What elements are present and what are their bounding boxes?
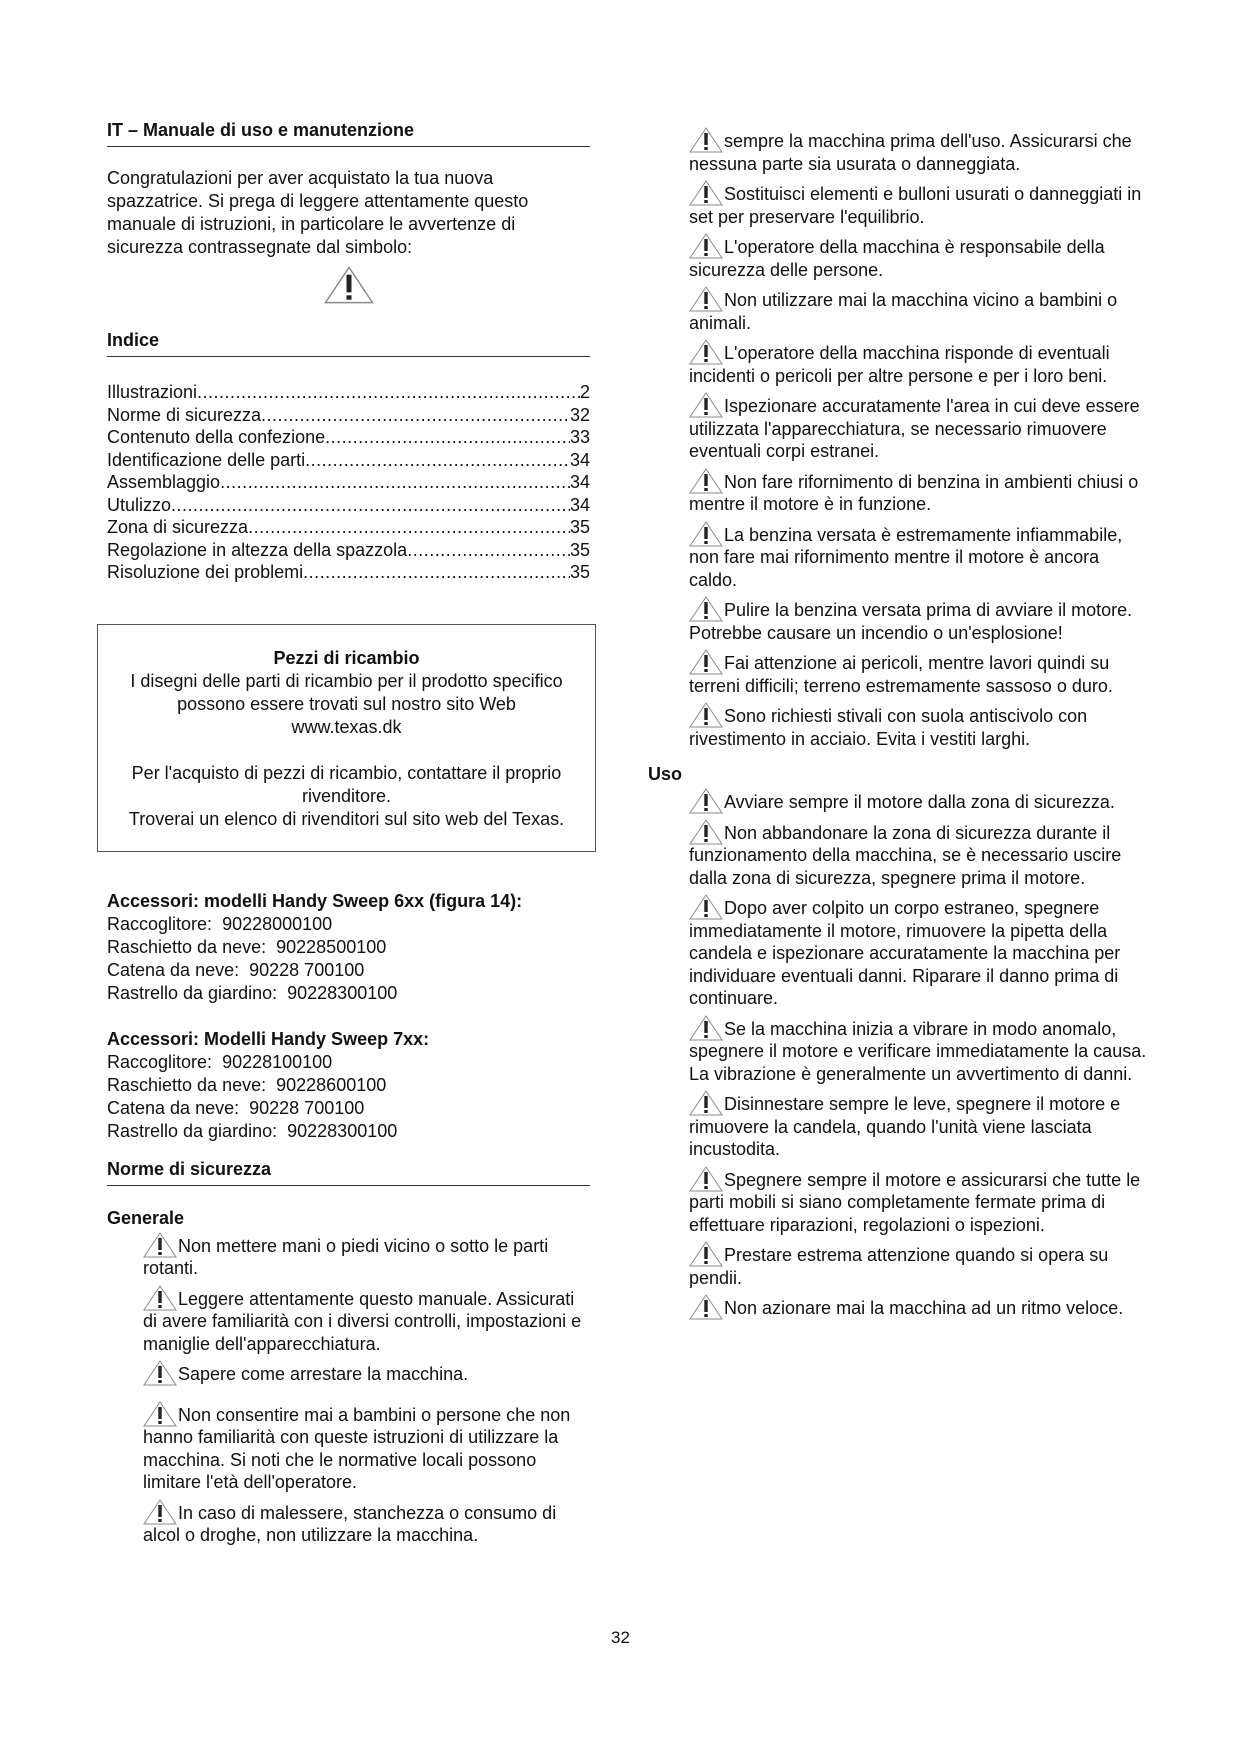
warning-item [143,1363,590,1386]
warning-item [689,1244,1151,1289]
accessory-item [107,1120,590,1143]
spare-parts-line: rivenditore. [301,785,392,806]
warning-triangle-icon [689,233,723,259]
accessory-code: 90228 700100 [249,1097,365,1118]
toc-item[interactable] [107,381,590,404]
spare-parts-box [97,624,596,852]
warning-item [689,705,1151,750]
warning-triangle-icon [689,788,723,814]
warning-text: Ispezionare accuratamente l'area in cui deve essere utilizzata l'apparecchiatura, se necessario rimuovere eventuali corpi estranei. [689,396,1140,461]
toc-item-label: Assemblaggio [107,472,221,492]
accessory-code: 90228500100 [276,936,387,957]
toc-item[interactable] [107,494,590,517]
warning-item [689,822,1151,890]
accessory-code: 90228100100 [222,1051,333,1072]
toc-item-page: 35 [569,539,590,560]
warning-item [689,471,1151,516]
warning-text: Prestare estrema attenzione quando si opera su pendii. [689,1245,1109,1288]
warning-text: Avviare sempre il motore dalla zona di sicurezza. [724,792,1115,812]
accessory-label: Catena da neve: [107,959,240,980]
accessory-code: 90228600100 [276,1074,387,1095]
warning-item [689,342,1151,387]
warning-item [689,524,1151,592]
intro-paragraph: Congratulazioni per aver acquistato la tua nuova spazzatrice. Si prega di leggere attentamente questo manuale di istruzioni, in particolare le avvertenze di sicurezza contrassegnate dal simbolo: [107,168,529,257]
use-warnings [689,791,1151,1320]
toc-item-label: Utulizzo [107,494,172,515]
warning-triangle-icon [143,1232,177,1258]
toc-leader-dots [197,381,580,404]
accessories-title: Accessori: Modelli Handy Sweep 7xx: [107,1028,430,1049]
warning-item [143,1235,590,1280]
warning-text: Dopo aver colpito un corpo estraneo, spegnere immediatamente il motore, rimuovere la pipetta della candela e ispezionare accuratamente la macchina per individuare eventuali danni. Riparare il danno prima di continuare. [689,898,1121,1008]
accessory-label: Catena da neve: [107,1097,240,1118]
toc-heading: Indice [107,330,590,357]
toc-item-page: 34 [569,494,590,515]
warning-item [689,791,1151,814]
warning-item [689,236,1151,281]
warning-item [689,897,1151,1010]
warning-text: Pulire la benzina versata prima di avviare il motore. Potrebbe causare un incendio o un'esplosione! [689,600,1133,643]
warning-item [689,395,1151,463]
warning-triangle-icon [689,521,723,547]
toc-item[interactable] [107,516,590,539]
warning-triangle-icon [143,1360,177,1386]
warning-text: Leggere attentamente questo manuale. Assicurati di avere familiarità con i diversi controlli, impostazioni e maniglie dell'apparecchiatura. [143,1288,582,1354]
warning-triangle-icon [143,1499,177,1525]
right-column [648,130,1151,1328]
toc-item-label: Zona di sicurezza [107,517,249,537]
warning-triangle-icon [689,1090,723,1116]
warning-triangle-icon [689,1166,723,1192]
warning-triangle-icon [689,702,723,728]
toc-leader-dots [261,404,570,427]
accessory-item [107,959,590,982]
general-heading: Generale [107,1207,185,1228]
warning-text: Se la macchina inizia a vibrare in modo anomalo, spegnere il motore e verificare immediatamente la causa. La vibrazione è generalmente un avvertimento di danni. [689,1018,1147,1084]
toc-item-label: Contenuto della confezione [107,427,326,447]
spare-parts-title: Pezzi di ricambio [273,647,420,668]
accessory-code: 90228300100 [287,982,398,1003]
toc-leader-dots [305,449,570,472]
toc-item-page: 34 [569,449,590,470]
accessory-label: Raschietto da neve: [107,936,267,957]
warning-text: Non azionare mai la macchina ad un ritmo veloce. [724,1298,1124,1318]
toc-item[interactable] [107,404,590,427]
warning-text: Non fare rifornimento di benzina in ambienti chiusi o mentre il motore è in funzione. [689,471,1139,514]
page-number: 32 [611,1628,630,1647]
accessory-item [107,1097,590,1120]
warning-triangle-icon [689,1294,723,1320]
warning-triangle-icon [689,180,723,206]
warning-item [143,1502,590,1547]
warning-text: Spegnere sempre il motore e assicurarsi che tutte le parti mobili si siano completamente fermate prima di effettuare riparazioni, regolazioni o ispezioni. [689,1169,1141,1235]
warning-triangle-icon [143,1285,177,1311]
warning-item [689,652,1151,697]
general-warnings [143,1235,590,1547]
warning-text: Sostituisci elementi e bulloni usurati o danneggiati in set per preservare l'equilibrio. [689,184,1142,227]
toc-leader-dots [171,494,570,517]
accessory-label: Raschietto da neve: [107,1074,267,1095]
toc-item[interactable] [107,471,590,494]
accessory-label: Rastrello da giardino: [107,1120,278,1141]
warning-triangle-icon [689,127,723,153]
warning-triangle-icon [689,1015,723,1041]
warning-text: Non mettere mani o piedi vicino o sotto le parti rotanti. [143,1235,549,1278]
warning-item [689,599,1151,644]
safety-heading: Norme di sicurezza [107,1159,590,1186]
toc-item-page: 35 [569,517,590,537]
spare-parts-line: Per l'acquisto di pezzi di ricambio, contattare il proprio [131,762,562,783]
warning-triangle-icon [689,339,723,365]
accessory-code: 90228300100 [287,1120,398,1141]
toc-leader-dots [303,561,570,584]
accessory-item [107,913,590,936]
accessory-label: Rastrello da giardino: [107,982,278,1003]
accessory-label: Raccoglitore: [107,913,213,934]
table-of-contents [107,381,590,584]
warning-text: In caso di malessere, stanchezza o consumo di alcol o droghe, non utilizzare la macchina. [143,1502,557,1545]
accessory-code: 90228000100 [222,913,333,934]
warning-triangle-icon [689,819,723,845]
warning-text: Sapere come arrestare la macchina. [178,1364,469,1384]
warning-text: Non abbandonare la zona di sicurezza durante il funzionamento della macchina, se è necessario uscire dalla zona di sicurezza, spegnere prima il motore. [689,822,1122,888]
warning-text: Disinnestare sempre le leve, spegnere il motore e rimuovere la candela, quando l'unità viene lasciata incustodita. [689,1094,1121,1159]
warning-triangle-icon [143,1401,177,1427]
use-heading: Uso [648,764,683,784]
warning-triangle-icon [689,392,723,418]
warning-symbol [107,263,590,303]
warning-text: L'operatore della macchina risponde di eventuali incidenti o pericoli per altre persone e per i loro beni. [689,343,1110,386]
warning-text: La benzina versata è estremamente infiammabile, non fare mai rifornimento mentre il motore è ancora caldo. [689,524,1123,590]
warning-item [689,1093,1151,1161]
warning-triangle-icon [689,468,723,494]
warning-item [689,183,1151,228]
warning-triangle-icon [689,286,723,312]
accessories-6xx [107,890,590,1005]
toc-item-page: 2 [579,382,590,402]
toc-item[interactable] [107,449,590,472]
warning-text: sempre la macchina prima dell'uso. Assicurarsi che nessuna parte sia usurata o danneggiata. [689,131,1132,174]
toc-item[interactable] [107,561,590,584]
toc-leader-dots [407,539,570,562]
warning-item [689,130,1151,175]
accessories-title: Accessori: modelli Handy Sweep 6xx (figura 14): [107,890,523,911]
toc-leader-dots [220,471,570,494]
warning-item [143,1288,590,1356]
accessory-item [107,982,590,1005]
spare-parts-line: possono essere trovati sul nostro sito Web [177,693,516,714]
toc-item-page: 35 [569,562,590,582]
warning-triangle-icon [689,1241,723,1267]
toc-leader-dots [248,516,570,539]
warning-triangle-icon [324,263,374,307]
toc-item-page: 34 [569,472,590,492]
toc-item-page: 33 [569,427,590,447]
warning-text: Sono richiesti stivali con suola antiscivolo con rivestimento in acciaio. Evita i vestiti larghi. [689,706,1088,749]
warning-text: Non consentire mai a bambini o persone che non hanno familiarità con queste istruzioni di utilizzare la macchina. Si noti che le normative locali possono limitare l'età dell'operatore. [143,1404,571,1492]
toc-item-label: Risoluzione dei problemi [107,562,304,582]
left-column [107,120,590,1555]
toc-item-label: Norme di sicurezza [107,404,262,425]
toc-item-label: Regolazione in altezza della spazzola [107,539,408,560]
toc-item-page: 32 [569,404,590,425]
warning-item [689,289,1151,334]
warning-triangle-icon [689,894,723,920]
document-title: IT – Manuale di uso e manutenzione [107,120,590,147]
spare-parts-line: Troverai un elenco di rivenditori sul sito web del Texas. [128,808,565,829]
toc-item-label: Identificazione delle parti [107,449,306,470]
accessory-item [107,1051,590,1074]
toc-item-label: Illustrazioni [107,382,198,402]
warning-text: L'operatore della macchina è responsabile della sicurezza delle persone. [689,237,1105,280]
spare-parts-line: I disegni delle parti di ricambio per il prodotto specifico [130,670,563,691]
accessories-7xx [107,1028,590,1143]
warning-item [689,1169,1151,1237]
accessory-item [107,936,590,959]
warning-item [689,1297,1151,1320]
warning-item [143,1404,590,1494]
continued-warnings [689,130,1151,750]
spare-parts-url[interactable]: www.texas.dk [291,716,402,737]
toc-leader-dots [325,426,570,449]
warning-text: Fai attenzione ai pericoli, mentre lavori quindi su terreni difficili; terreno estremamente sassoso o duro. [689,653,1113,696]
toc-item[interactable] [107,426,590,449]
warning-triangle-icon [689,649,723,675]
warning-triangle-icon [689,596,723,622]
warning-item [689,1018,1151,1086]
warning-text: Non utilizzare mai la macchina vicino a bambini o animali. [689,290,1118,333]
accessory-code: 90228 700100 [249,959,365,980]
accessory-label: Raccoglitore: [107,1051,213,1072]
accessory-item [107,1074,590,1097]
toc-item[interactable] [107,539,590,562]
